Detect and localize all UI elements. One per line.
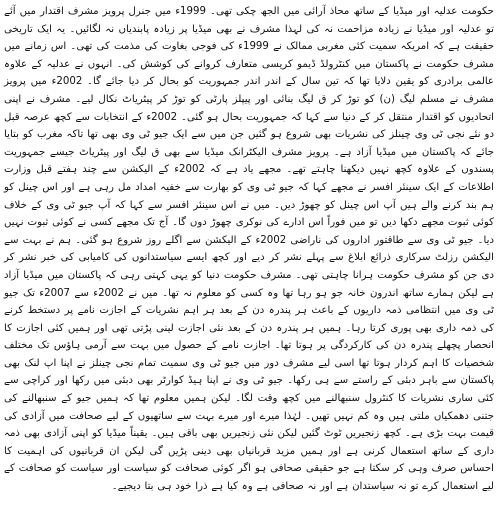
article-body: حکومت عدلیہ اور میڈیا کے ساتھ محاذ آرائی میں الجھ چکی تھی۔ 1999ء میں جنرل پرویز مشرف اقتدار میں آئے تو عدلیہ اور میڈیا نے زیادہ مزاحمت نہ کی لہذا مشرف نے بھی میڈیا پر زیادہ پابندیاں نہ لگائیں۔ یہ ایک تاریخی حقیقت ہے کہ امریکہ سمیت کئی مغربی ممالک نے 1999ء کی فوجی بغاوت کی مذمت کی تھی۔ اس زمانے میں مشرف حکومت نے پاکستان میں کنٹرولڈ ڈیمو کریسی متعارف کروانے کی کوشش کی۔ انہوں نے عدلیہ کے علاوہ عالمی برادری کو یقین دلایا تھا کہ تین سال کے اندر اندر جمہوریت کو بحال کر دیا جائے گا۔ 2002ء میں پرویز مشرف نے مسلم لیگ (ن) کو توڑ کر ق لیگ بنائی اور پیپلز پارٹی کو توڑ کر پیٹریاٹ نکال لیے۔ مشرف نے اپنی اتحادیوں کو اقتدار منتقل کر کے دنیا سے کہا کہ جمہوریت بحال ہو گئی۔ 2002ء کے انتخابات سے کچھ عرصہ قبل دو نئے نجی ٹی وی چینلز کی نشریات بھی شروع ہو گئیں جن میں سے ایک جیو ٹی وی بھی تھا تاکہ مغرب کو بتایا جائے کہ پاکستان میں میڈیا آزاد ہے۔ پرویز مشرف الیکٹرانک میڈیا سے بھی ق لیگ اور پیٹریاٹ جیسے جمہوریت پسندوں کے علاوہ کچھ نہیں دیکھنا چاہتے تھے۔ مجھے یاد ہے کہ 2002ء کے الیکشن سے چند ہفتے قبل وزارت اطلاعات کے ایک سینئر افسر نے مجھے کہا کہ جیو ٹی وی کو بھارت سے خفیہ امداد مل رہی ہے اور اس چینل کو ہم بند کرنے والے ہیں آپ اس چینل کو چھوڑ دیں۔ میں نے اس سینئر افسر سے کہا کہ آپ جیو ٹی وی کے خلاف کوئی ثبوت مجھے دکھا دیں تو میں فوراً اس ادارے کی نوکری چھوڑ دوں گا۔ آج تک مجھے کسی نے کوئی ثبوت نہیں دیا۔ جیو ٹی وی سے طاقتور اداروں کی ناراضی 2002ء کے الیکشن سے اگلے روز شروع ہو گئی۔ ہم نے بہت سے الیکشن رزلٹ سرکاری ذرائع ابلاغ سے پہلے نشر کر دیے اور کچھ ایسے سیاستدانوں کی کامیابی کی خبر نشر کر دی جن کو مشرف حکومت ہرانا چاہتی تھی۔ مشرف حکومت دنیا کو یہی کہتی رہی کہ پاکستان میں میڈیا آزاد ہے لیکن ہمارے ساتھ اندرون خانہ جو ہو رہا تھا وہ کسی کو معلوم نہ تھا۔ میں نے 2002ء سے 2007ء تک جیو ٹی وی میں انتظامی ذمہ داریوں کے باعث ہر پندرہ دن کے بعد ہر اہم نشریات کے اجازت نامے پر دستخط کرنے کی ذمہ داری بھی پوری کرتا رہا۔ ہمیں ہر پندرہ دن کے بعد نئی اجازت لینی پڑتی تھی اور ہمیں کئی اجازت کا انحصار پچھلے پندرہ دن کی کارکردگی پر ہوتا تھا۔ اجازت نامے کے حصول میں بہت سے آرمی ہاؤس تک مختلف شخصیات کا اہم کردار ہوتا تھا اسی لیے مشرف دور میں جیو ٹی وی سمیت تمام نجی چینلز نے اپنا اپ لنک بھی پاکستان سے باہر دبئی کے راستے سے ہی رکھا۔ جیو ٹی وی نے اپنا ہیڈ کوارٹر بھی دبئی میں رکھا اور کراچی سے کئی ساری نشریات کا کنٹرول سنبھالنے میں کچھ وقت لگا۔ لیکن ہمیں معلوم تھا کہ ہمیں جیو کے سنبھالنے کی جتنی دھمکیاں ملتی ہیں وہ کم نہیں تھیں۔ لہٰذا میرے اور میرے بہت سے ساتھیوں کے لیے صحافت میں آزادی کی قیمت بہت بڑی ہے۔ کچھ زنجیریں ٹوٹ گئیں لیکن نئی زنجیریں بھی باقی ہیں۔ یقیناً میڈیا کو اپنی آزادی بھی ذمہ داری کے ساتھ استعمال کرنی ہے اور ہمیں مزید قربانیاں بھی دینی پڑیں گی لیکن ان قربانیوں کی اہمیت کا احساس صرف وہی کر سکتا ہے جو حقیقی صحافی ہو اگر کوئی صحافت کو سیاست اور سیاست کو صحافت کے لیے استعمال کرے تو نہ سیاستدان ہے اور نہ صحافی ہے وہ کیا ہے ذرا خود ہی بتا دیجیے۔ <box>4 6 495 493</box>
